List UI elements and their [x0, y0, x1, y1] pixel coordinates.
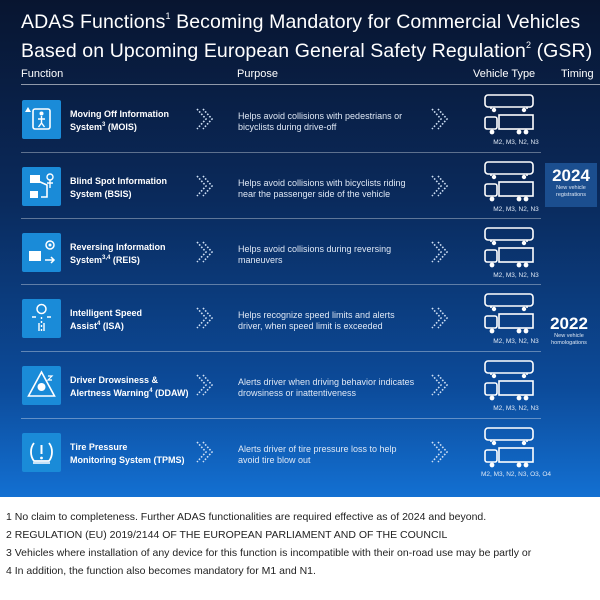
- chevron-right-icon: [195, 174, 215, 198]
- function-purpose: Helps avoid collisions during reversing maneuvers: [238, 244, 392, 265]
- timing-2022: [540, 311, 598, 346]
- truck-bus-icon: [483, 426, 535, 475]
- function-purpose: Alerts driver of tire pressure loss to help avoid tire blow out: [238, 444, 397, 465]
- function-row: [21, 363, 541, 429]
- chevron-right-icon: [430, 440, 450, 464]
- function-row: [21, 230, 541, 296]
- vehicle-types: M2, M3, N2, N3: [493, 206, 539, 213]
- row-divider: [21, 351, 541, 352]
- timing-note: New vehicle registrations: [556, 185, 586, 198]
- function-row: [21, 97, 541, 163]
- page-title: [21, 5, 596, 63]
- footnote-1: 1 No claim to completeness. Further ADAS functionalities are required effective as of 2024 and beyond.: [6, 511, 487, 523]
- row-divider: [21, 418, 541, 419]
- header-divider: [21, 84, 600, 85]
- chevron-right-icon: [195, 240, 215, 264]
- function-name: Driver Drowsiness & Alertness Warning$^4$ (DDAW): [70, 375, 189, 398]
- footnote-2: 2 REGULATION (EU) 2019/2144 OF THE EUROPEAN PARLIAMENT AND OF THE COUNCIL: [6, 529, 448, 541]
- row-divider: [21, 152, 541, 153]
- speed-assist-icon: [22, 299, 61, 338]
- footnotes: [6, 508, 600, 580]
- header-purpose: Purpose: [237, 68, 278, 80]
- function-purpose: Helps avoid collisions with bicyclists riding near the passenger side of the vehicle: [238, 178, 406, 199]
- chevron-right-icon: [195, 107, 215, 131]
- function-name: Moving Off Information System$^3$ (MOIS): [70, 109, 169, 132]
- title-line-2: Based on Upcoming European General Safety Regulation$^2$ (GSR): [21, 40, 593, 62]
- function-name: Reversing Information System$^{3,4}$ (REIS): [70, 242, 166, 265]
- header-vehicle-type: Vehicle Type: [473, 68, 536, 80]
- row-divider: [21, 218, 541, 219]
- function-purpose: Helps avoid collisions with pedestrians or bicyclists during drive-off: [238, 111, 403, 132]
- truck-bus-icon: [483, 226, 535, 275]
- header-timing: Timing: [561, 68, 594, 80]
- chevron-right-icon: [195, 306, 215, 330]
- drowsiness-icon: [22, 366, 61, 405]
- function-row: [21, 164, 541, 230]
- vehicle-types: M2, M3, N2, N3: [493, 139, 539, 146]
- vehicle-types: M2, M3, N2, N3: [493, 338, 539, 345]
- chevron-right-icon: [195, 373, 215, 397]
- chevron-right-icon: [430, 306, 450, 330]
- title-line-1: ADAS Functions$^1$ Becoming Mandatory for Commercial Vehicles: [21, 11, 581, 33]
- truck-bus-icon: [483, 160, 535, 209]
- moving-off-icon: [22, 100, 61, 139]
- function-row: [21, 296, 541, 362]
- vehicle-types: M2, M3, N2, N3: [493, 272, 539, 279]
- function-name: Blind Spot Information System (BSIS): [70, 176, 167, 199]
- timing-note: New vehicle homologations: [551, 333, 587, 346]
- reversing-icon: [22, 233, 61, 272]
- vehicle-types: M2, M3, N2, N3: [493, 405, 539, 412]
- function-name: Tire Pressure Monitoring System (TPMS): [70, 442, 185, 465]
- truck-bus-icon: [483, 292, 535, 341]
- chevron-right-icon: [430, 107, 450, 131]
- blind-spot-icon: [22, 167, 61, 206]
- timing-year: 2022: [550, 314, 588, 333]
- vehicle-types: M2, M3, N2, N3, O3, O4: [480, 471, 552, 478]
- truck-bus-icon: [483, 359, 535, 408]
- function-purpose: Alerts driver when driving behavior indicates drowsiness or inattentiveness: [238, 377, 415, 398]
- chevron-right-icon: [195, 440, 215, 464]
- chevron-right-icon: [430, 373, 450, 397]
- header-function: Function: [21, 68, 64, 80]
- footnote-4: 4 In addition, the function also becomes mandatory for M1 and N1.: [6, 565, 316, 577]
- tire-pressure-icon: [22, 433, 61, 472]
- function-row: [21, 430, 552, 496]
- chevron-right-icon: [430, 174, 450, 198]
- function-purpose: Helps recognize speed limits and alerts driver, when speed limit is exceeded: [238, 310, 395, 331]
- truck-bus-icon: [483, 93, 535, 142]
- row-divider: [21, 284, 541, 285]
- footnote-3: 3 Vehicles where installation of any device for this function is incompatible with their on-road use may be partly or: [6, 547, 532, 559]
- chevron-right-icon: [430, 240, 450, 264]
- timing-2024: [545, 163, 597, 207]
- timing-year: 2024: [552, 166, 590, 185]
- function-name: Intelligent Speed Assist$^4$ (ISA): [70, 308, 143, 331]
